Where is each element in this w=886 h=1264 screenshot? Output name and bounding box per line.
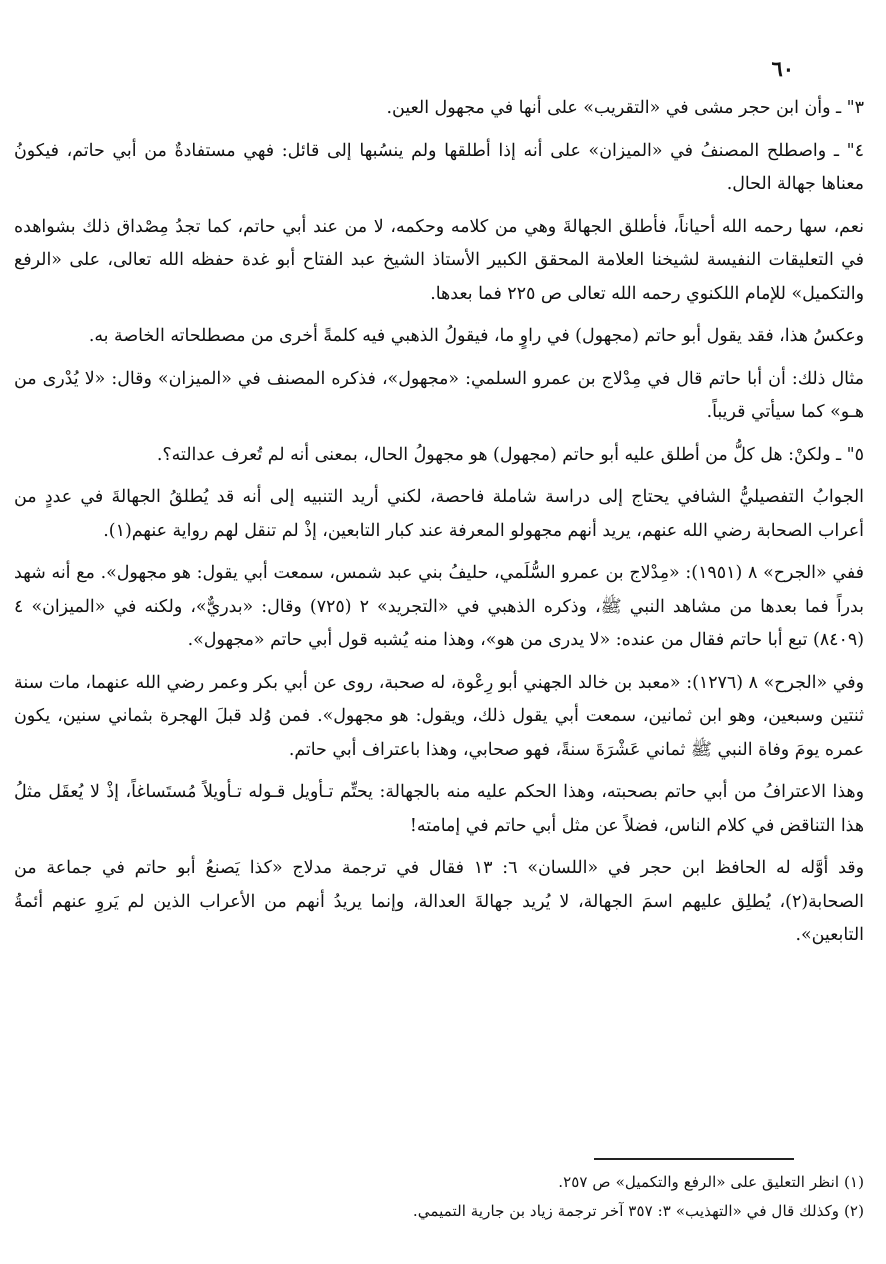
main-text xyxy=(14,92,864,962)
footnote-1: (١) انظر التعليق على «الرفع والتكميل» ص ٢٥٧. xyxy=(558,1173,864,1191)
paragraph-point-3: ٣" ـ وأن ابن حجر مشى في «التقريب» على أنها في مجهول العين. xyxy=(386,98,864,118)
paragraph-jarh-midlaj: ففي «الجرح» ٨ (١٩٥١): «مِدْلاج بن عمرو السُّلَمي، حليفُ بني عبد شمس، سمعت أبي يقول: هو مجهول». مع أنه شهد بدراً فما بعدها من مشاهد النبي ﷺ، وذكره الذهبي في «التجريد» ٢ (٧٢٥) وقال: «بدريٌّ»، ولكنه في «الميزان» ٤ (٨٤٠٩) تبع أبا حاتم فقال من عنده: «لا يدرى من هو»، وهذا منه يُشبه قول أبي حاتم «مجهول». xyxy=(14,563,864,650)
paragraph-jarh-mabad: وفي «الجرح» ٨ (١٢٧٦): «معبد بن خالد الجهني أبو رِعْوة، له صحبة، روى عن أبي بكر وعمر رضي الله عنهما، مات سنة ثنتين وسبعين، وهو ابن ثمانين، سمعت أبي يقول ذلك، ويقول: هو مجهول». فمن وُلد قبلَ الهجرة بثماني سنين، يكون عمره يومَ وفاة النبي ﷺ ثماني عَشْرَةَ سنةً، فهو صحابي، وهذا باعتراف أبي حاتم. xyxy=(14,672,864,760)
paragraph-ibn-hajar-interpretation: وقد أوَّله له الحافظ ابن حجر في «اللسان» ٦: ١٣ فقال في ترجمة مدلاج «كذا يَصنعُ أبو حاتم في جماعة من الصحابة(٢)، يُطلِق عليهم اسمَ الجهالة، لا يُريد جهالةَ العدالة، وإنما يريدُ أنهم من الأعراب الذين لم يَروِ عنهم أئمةُ التابعين». xyxy=(14,858,864,945)
paragraph-reverse-case: وعكسُ هذا، فقد يقول أبو حاتم (مجهول) في راوٍ ما، فيقولُ الذهبي فيه كلمةً أخرى من مصطلحاته الخاصة به. xyxy=(88,326,864,346)
paragraph-point-4: ٤" ـ واصطلح المصنفُ في «الميزان» على أنه إذا أطلقها ولم ينسُبها إلى قائل: فهي مستفادةٌ من أبي حاتم، فيكونُ معناها جهالة الحال. xyxy=(14,140,864,194)
footnotes xyxy=(14,1168,864,1226)
paragraph-acknowledgement: وهذا الاعترافُ من أبي حاتم بصحبته، وهذا الحكم عليه منه بالجهالة: يحتِّم تـأويل قـوله تـأويلاً مُستَساغاً، إذْ لا يُعقَل مثلُ هذا التناقض في كلام الناس، فضلاً عن مثل أبي حاتم في إمامته! xyxy=(14,782,864,836)
footnote-2: (٢) وكذلك قال في «التهذيب» ٣: ٣٥٧ آخر ترجمة زياد بن جارية التميمي. xyxy=(412,1202,864,1220)
paragraph-answer: الجوابُ التفصيليُّ الشافي يحتاج إلى دراسة شاملة فاحصة، لكني أريد التنبيه إلى أنه قد يُطلقُ الجهالةَ في عددٍ من أعراب الصحابة رضي الله عنهم، يريد أنهم مجهولو المعرفة عند كبار التابعين، إذْ لم تنقل لهم رواية عنهم(١). xyxy=(14,487,864,541)
footnote-divider xyxy=(594,1158,794,1160)
paragraph-exception: نعم، سها رحمه الله أحياناً، فأطلق الجهالةَ وهي من كلامه وحكمه، لا من عند أبي حاتم، كما تجدُ مِصْداق ذلك بشواهده في التعليقات النفيسة لشيخنا العلامة المحقق الكبير الأستاذ الشيخ عبد الفتاح أبو غدة حفظه الله تعالى، على «الرفع والتكميل» للإمام اللكنوي رحمه الله تعالى ص ٢٢٥ فما بعدها. xyxy=(14,216,864,304)
paragraph-point-5: ٥" ـ ولكنْ: هل كلُّ من أطلق عليه أبو حاتم (مجهول) هو مجهولُ الحال، بمعنى أنه لم تُعرف عدالته؟. xyxy=(156,444,864,465)
page-number: ٦٠ xyxy=(771,56,794,81)
paragraph-example-midlaj: مثال ذلك: أن أبا حاتم قال في مِدْلاج بن عمرو السلمي: «مجهول»، فذكره المصنف في «الميزان» وقال: «لا يُدْرى من هـو» كما سيأتي قريباً. xyxy=(14,368,864,422)
